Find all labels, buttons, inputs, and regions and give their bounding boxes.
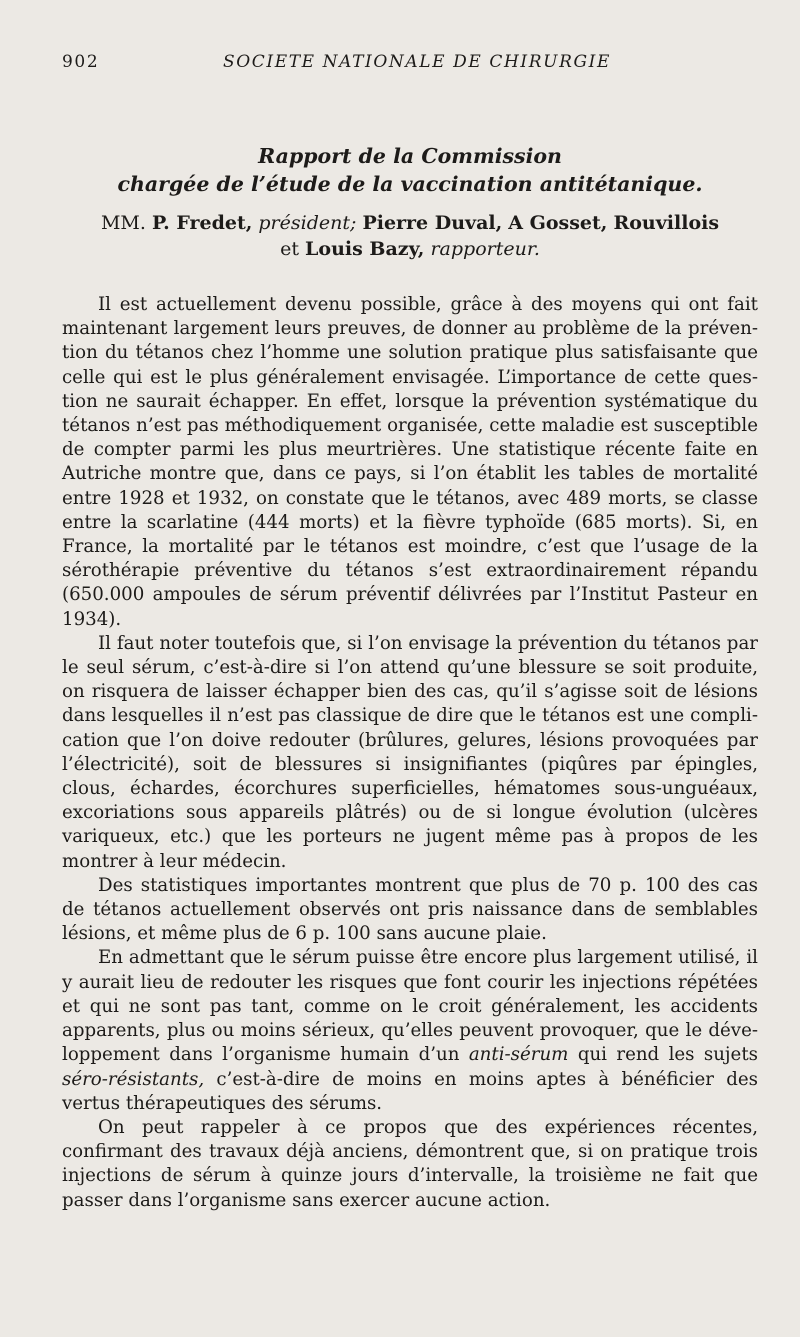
- paragraph-1: Il est actuellement devenu possible, grâce à des moyens qui ont fait maintenant largement leurs preuves, de donner au problème de la prévention du tétanos chez l’homme une solution pratique plus satisfaisante que celle qui est le plus généralement envisagée. L’importance de cette question ne saurait échapper. En effet, lorsque la prévention systématique du tétanos n’est pas méthodiquement organisée, cette maladie est susceptible de compter parmi les plus meurtrières. Une statistique récente faite en Autriche montre que, dans ce pays, si l’on établit les tables de mortalité entre 1928 et 1932, on constate que le tétanos, avec 489 morts, se classe entre la scarlatine (444 morts) et la fièvre typhoïde (685 morts). Si, en France, la mortalité par le tétanos est moindre, c’est que l’usage de la sérothérapie préventive du tétanos s’est extraordinairement répandu (650.000 ampoules de sérum préventif délivrées par l’Institut Pasteur en 1934).: [62, 294, 758, 630]
- article-title-line-1: Rapport de la Commission: [258, 144, 562, 168]
- paragraph-4-part-a: En admettant que le sérum puisse être encore plus largement utilisé, il y aurait lieu de redouter les risques que font courir les injections répétées et qui ne sont pas tant, comme on le croit généralement, les accidents apparents, plus ou moins sérieux, qu’elles peuvent provoquer, que le développement dans l’organisme humain d’un: [62, 947, 758, 1066]
- paragraph-5: On peut rappeler à ce propos que des expériences récentes, confirmant des travaux déjà anciens, démontrent que, si on pratique trois injections de sérum à quinze jours d’intervalle, la troisième ne fait que passer dans l’organisme sans exercer aucune action.: [62, 1116, 758, 1211]
- running-header: [62, 52, 742, 76]
- author-bazy: Louis Bazy,: [305, 238, 425, 260]
- paragraph-2: Il faut noter toutefois que, si l’on envisage la prévention du tétanos par le seul sérum, c’est-à-dire si l’on attend qu’une blessure se soit produite, on risquera de laisser échapper bien des cas, qu’il s’agisse soit de lésions dans lesquelles il n’est pas classique de dire que le tétanos est une complication que l’on doive redouter (brûlures, gelures, lésions provoquées par l’électricité), soit de blessures si insignifiantes (piqûres par épingles, clous, échardes, écorchures superficielles, hématomes sous-unguéaux, excoriations sous appareils plâtrés) ou de si longue évolution (ulcères variqueux, etc.) que les porteurs ne jugent même pas à propos de les montrer à leur médecin.: [62, 632, 758, 872]
- article-body: [62, 293, 758, 1213]
- commission-members: [62, 210, 758, 262]
- authors-line-2: [62, 236, 758, 262]
- author-rouvillois: Rouvillois: [613, 212, 720, 234]
- journal-title: SOCIETE NATIONALE DE CHIRURGIE: [223, 52, 611, 72]
- role-rapporteur: rapporteur.: [430, 238, 540, 260]
- term-anti-serum: anti-sérum: [468, 1044, 569, 1066]
- term-sero-resistants: séro-résistants,: [62, 1068, 205, 1090]
- author-gosset: A Gosset,: [508, 212, 608, 234]
- article-title: [62, 142, 758, 198]
- paragraph-4-part-b: qui rend les sujets: [577, 1044, 758, 1066]
- author-fredet: P. Fredet,: [151, 212, 253, 234]
- role-president: président;: [258, 212, 357, 234]
- paragraph-4: [62, 946, 758, 1115]
- authors-line-1: [62, 210, 758, 236]
- paragraph-4-part-c: c’est-à-dire de moins en moins aptes à bénéficier des vertus thérapeutiques des sérums.: [62, 1068, 758, 1114]
- authors-prefix: MM.: [100, 212, 146, 234]
- page-number: 902: [62, 52, 100, 72]
- author-duval: Pierre Duval,: [362, 212, 503, 234]
- article-title-line-2: chargée de l’étude de la vaccination antitétanique.: [117, 172, 703, 196]
- authors-conjunction: et: [280, 238, 299, 260]
- paragraph-3: Des statistiques importantes montrent que plus de 70 p. 100 des cas de tétanos actuellement observés ont pris naissance dans de semblables lésions, et même plus de 6 p. 100 sans aucune plaie.: [62, 874, 758, 945]
